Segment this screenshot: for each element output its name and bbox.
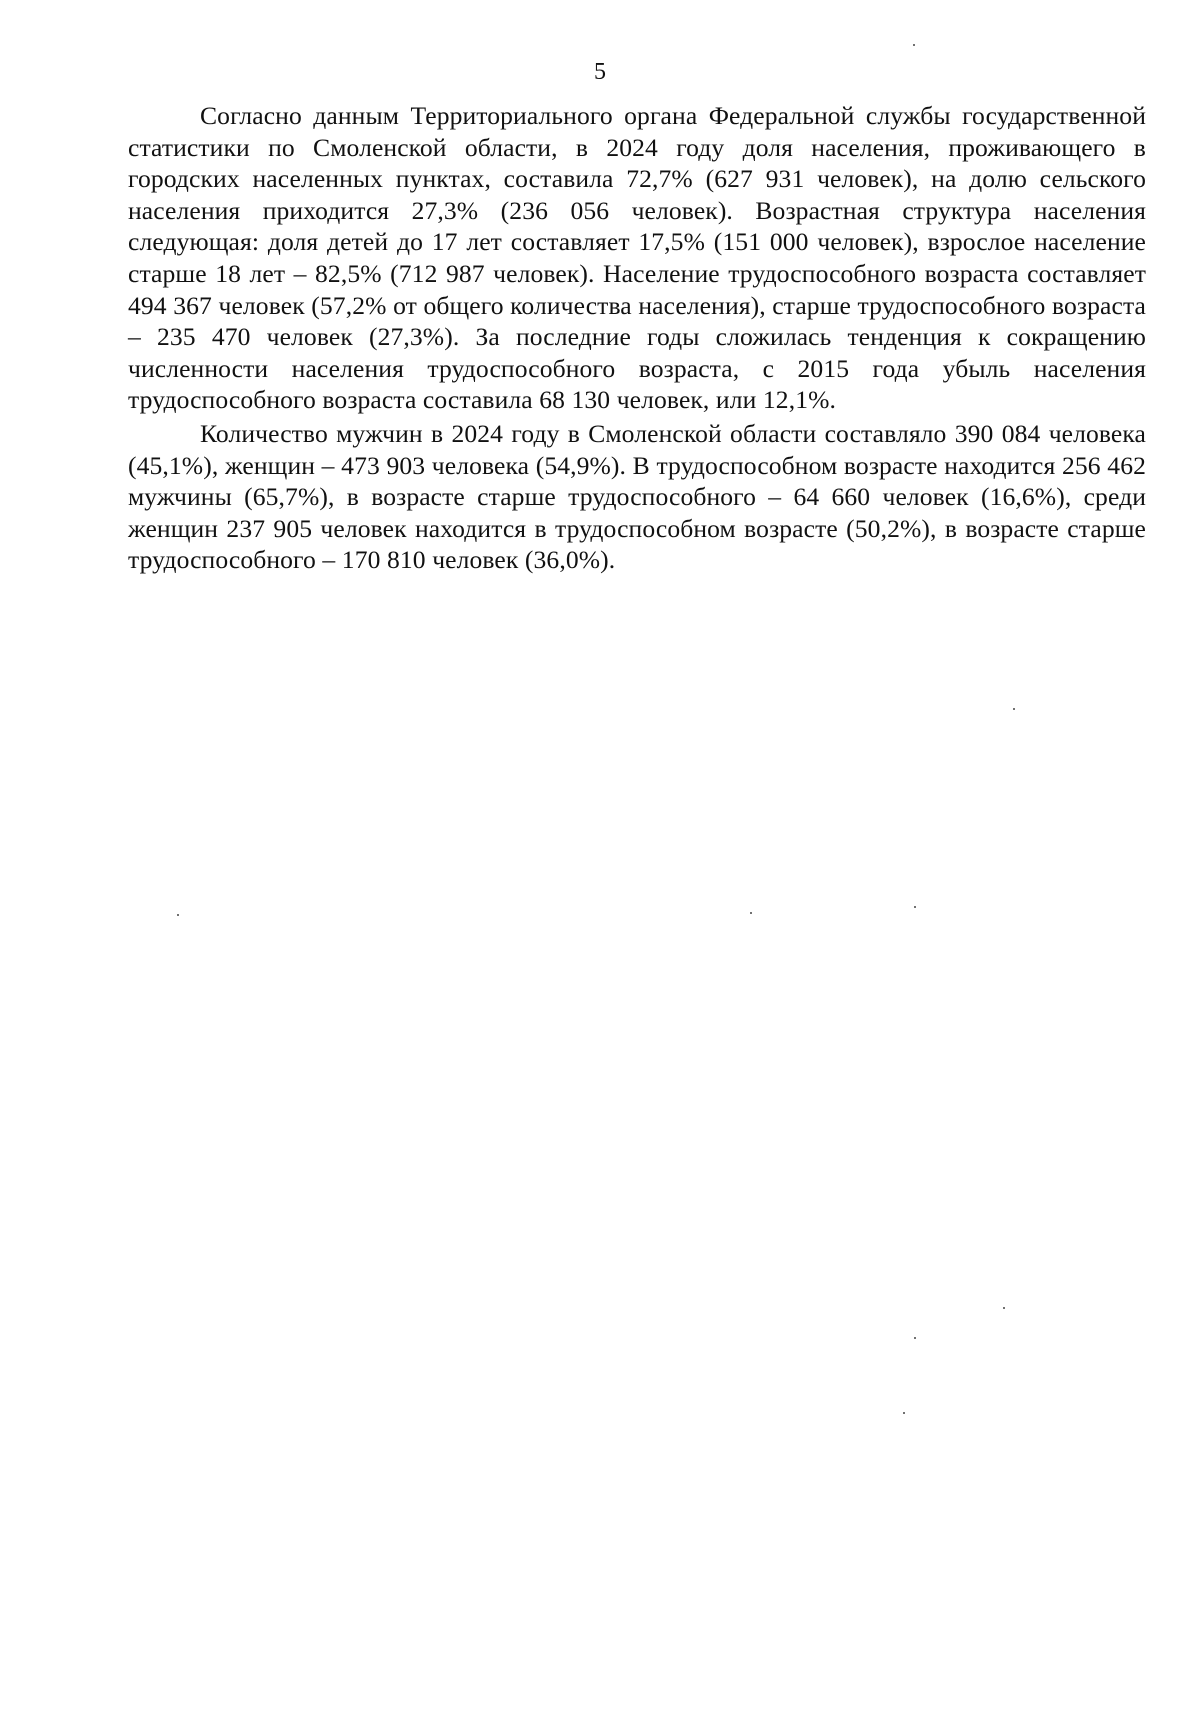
- document-body: [128, 100, 1146, 578]
- paragraph-urban-rural-age-structure: Согласно данным Территориального органа Федеральной службы государственной статистики по Смоленской области, в 2024 году доля населения, проживающего в городских населенных пунктах, составила 72,7% (627 931 человек), на долю сельского населения приходится 27,3% (236 056 человек). Возрастная структура населения следующая: доля детей до 17 лет составляет 17,5% (151 000 человек), взрослое население старше 18 лет – 82,5% (712 987 человек). Население трудоспособного возраста составляет 494 367 человек (57,2% от общего количества населения), старше трудоспособного возраста – 235 470 человек (27,3%). За последние годы сложилась тенденция к сокращению численности населения трудоспособного возраста, с 2015 года убыль населения трудоспособного возраста составила 68 130 человек, или 12,1%.: [128, 101, 1146, 415]
- scan-speck: [914, 1337, 916, 1339]
- scan-speck: [177, 914, 179, 916]
- scan-speck: [750, 912, 752, 914]
- paragraph-gender-structure: Количество мужчин в 2024 году в Смоленской области составляло 390 084 человека (45,1%), женщин – 473 903 человека (54,9%). В трудоспособном возрасте находится 256 462 мужчины (65,7%), в возрасте старше трудоспособного – 64 660 человек (16,6%), среди женщин 237 905 человек находится в трудоспособном возрасте (50,2%), в возрасте старше трудоспособного – 170 810 человек (36,0%).: [128, 418, 1146, 575]
- scan-speck: [913, 44, 915, 46]
- page-number: 5: [594, 59, 606, 85]
- scan-speck: [914, 906, 916, 908]
- scan-speck: [1013, 708, 1015, 710]
- scan-speck: [903, 1412, 905, 1414]
- scan-speck: [1003, 1307, 1005, 1309]
